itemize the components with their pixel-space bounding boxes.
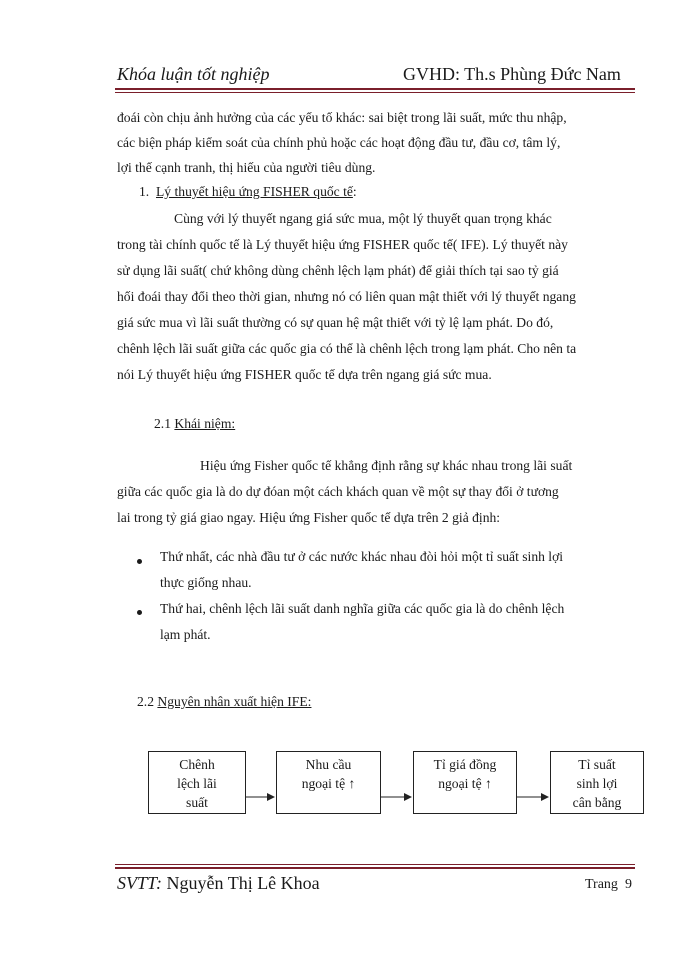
section21-number: 2.1 bbox=[154, 416, 171, 431]
flow-box-exchange-rate: Tỉ giá đồng ngoại tệ ↑ bbox=[413, 751, 517, 814]
section1-colon: : bbox=[352, 184, 357, 199]
page-number: 9 bbox=[624, 877, 632, 892]
footer-rule-thin bbox=[115, 864, 635, 865]
intro-line-1: đoái còn chịu ảnh hưởng của các yếu tố khác: sai biệt trong lãi suất, mức thu nhập, bbox=[117, 110, 567, 125]
footer-page bbox=[585, 877, 632, 893]
intro-line-2: các biện pháp kiểm soát của chính phủ hoặc các hoạt động đầu tư, đầu cơ, tâm lý, bbox=[117, 135, 561, 150]
student-name: Nguyễn Thị Lê Khoa bbox=[162, 873, 320, 893]
advisor-label: GVHD: bbox=[403, 64, 465, 84]
section22-title: Nguyên nhân xuất hiện IFE: bbox=[157, 694, 312, 709]
section1-number: 1. bbox=[139, 184, 150, 199]
student-label: SVTT: bbox=[117, 873, 163, 893]
section21-line-2: giữa các quốc gia là do dự đóan một cách khách quan về một sự thay đổi ở tương bbox=[117, 484, 559, 499]
section1-line-6: chênh lệch lãi suất giữa các quốc gia có thể là chênh lệch trong lạm phát. Cho nên ta bbox=[117, 341, 577, 356]
section1-title: Lý thuyết hiệu ứng FISHER quốc tế bbox=[156, 184, 353, 199]
bullet-2-line-2: lạm phát. bbox=[160, 627, 211, 642]
section1-line-3: sử dụng lãi suất( chứ không dùng chênh lệch lạm phát) để giải thích tại sao tỷ giá bbox=[117, 263, 559, 278]
section1-line-1: Cùng với lý thuyết ngang giá sức mua, một lý thuyết quan trọng khác bbox=[174, 211, 552, 226]
advisor-name: Th.s Phùng Đức Nam bbox=[464, 64, 621, 84]
flow-box-return-balance: Tỉ suất sinh lợi cân bằng bbox=[550, 751, 644, 814]
footer-rule-thick bbox=[115, 867, 635, 869]
header-title: Khóa luận tốt nghiệp bbox=[117, 64, 270, 84]
intro-line-3: lợi thế cạnh tranh, thị hiếu của người tiêu dùng. bbox=[117, 160, 376, 175]
bullet-1-line-2: thực giống nhau. bbox=[160, 575, 252, 590]
bullet-2-line-1: Thứ hai, chênh lệch lãi suất danh nghĩa giữa các quốc gia là do chênh lệch bbox=[160, 601, 565, 616]
page-label: Trang bbox=[585, 877, 618, 892]
section1-line-7: nói Lý thuyết hiệu ứng FISHER quốc tế dựa trên ngang giá sức mua. bbox=[117, 367, 492, 382]
flow-box-interest-diff: Chênh lệch lãi suất bbox=[148, 751, 246, 814]
section21-line-3: lai trong tỷ giá giao ngay. Hiệu ứng Fisher quốc tế dựa trên 2 giả định: bbox=[117, 510, 501, 525]
footer-student bbox=[117, 873, 320, 894]
section21-title: Khái niệm: bbox=[174, 416, 236, 431]
section1-line-4: hối đoái thay đổi theo thời gian, nhưng nó có liên quan mật thiết với lý thuyết ngang bbox=[117, 289, 576, 304]
bullet-1-line-1: Thứ nhất, các nhà đầu tư ở các nước khác nhau đòi hỏi một tỉ suất sinh lợi bbox=[160, 549, 564, 564]
flow-box-fx-demand: Nhu cầu ngoại tệ ↑ bbox=[276, 751, 381, 814]
section21-line-1: Hiệu ứng Fisher quốc tế khẳng định rằng sự khác nhau trong lãi suất bbox=[200, 458, 573, 473]
section1-line-2: trong tài chính quốc tế là Lý thuyết hiệu ứng FISHER quốc tế( IFE). Lý thuyết này bbox=[117, 237, 568, 252]
section1-line-5: giá sức mua vì lãi suất thường có sự quan hệ mật thiết với tỷ lệ lạm phát. Do đó, bbox=[117, 315, 554, 330]
section22-number: 2.2 bbox=[137, 694, 154, 709]
